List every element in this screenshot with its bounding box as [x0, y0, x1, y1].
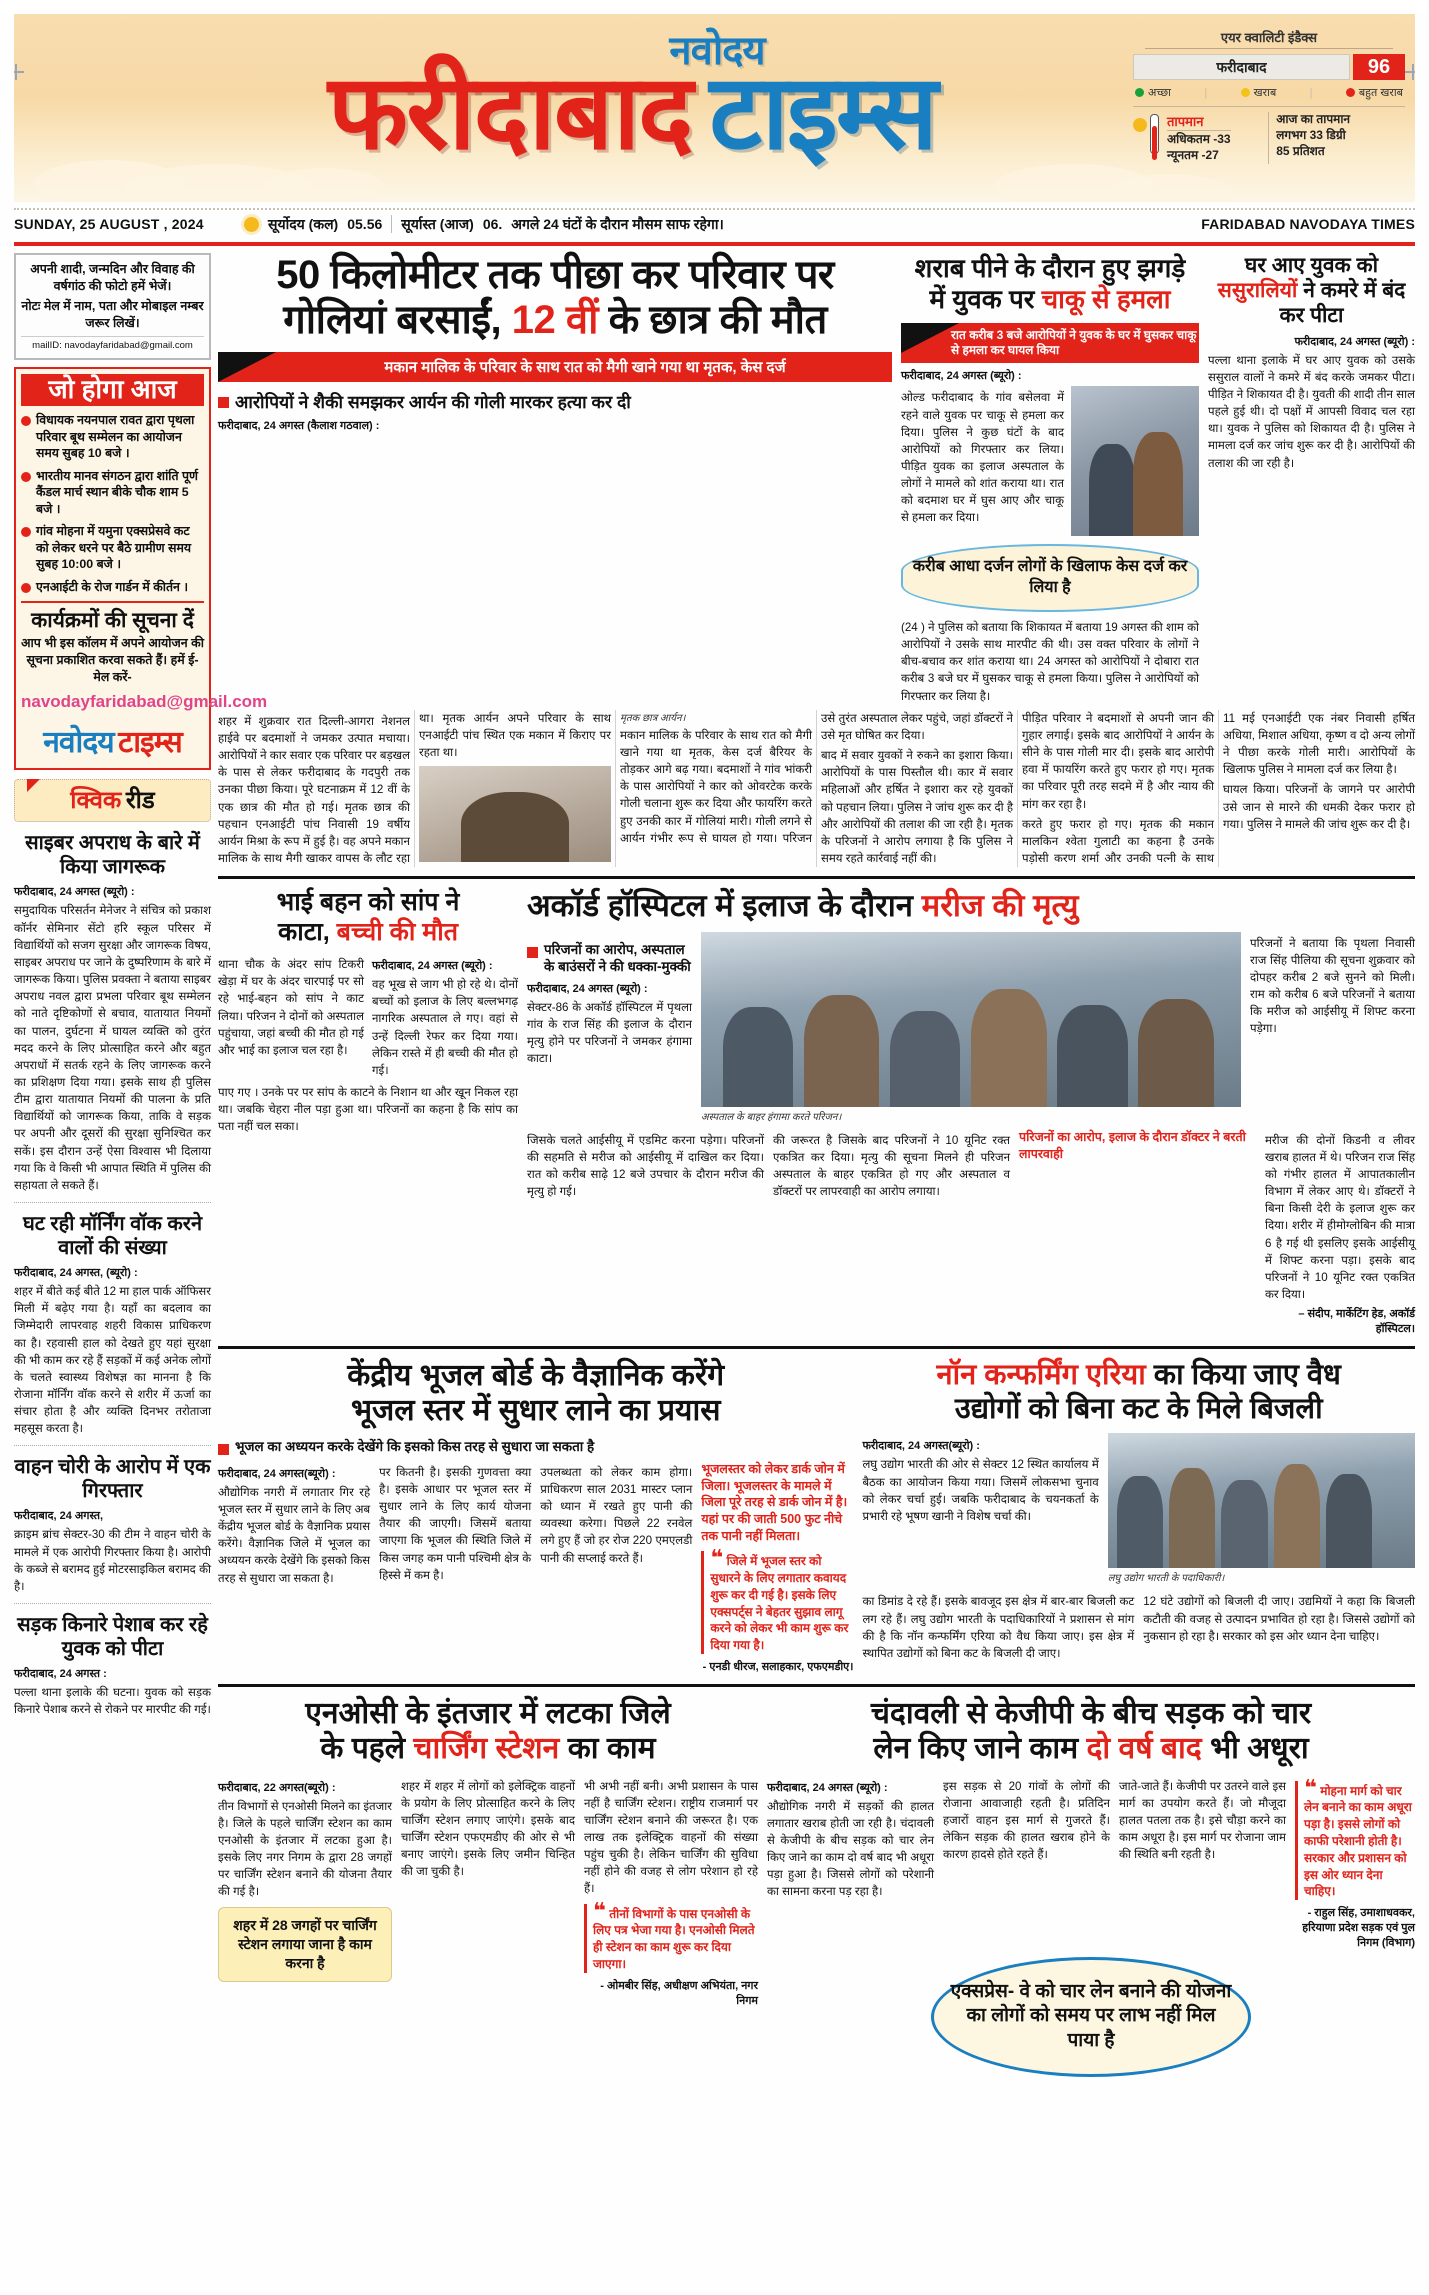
- section-divider: [218, 1684, 1415, 1687]
- nonconforming-photo-caption: लघु उद्योग भारती के पदाधिकारी।: [1107, 1573, 1225, 1585]
- sunset-time: 06.: [482, 216, 503, 232]
- notice-mailid: mailID: navodayfaridabad@gmail.com: [21, 336, 204, 353]
- knife-headline-l2: में युवक पर: [929, 283, 1035, 314]
- knife-body-1: ओल्ड फरीदाबाद के गांव बसेलवा में रहने वाले युवक पर चाकू से हमला कर दिया। पुलिस ने कुछ घंटों के बाद आरोपियों को गिरफ्तार कर लिया। पीड़ित युवक का इलाज अस्पताल के लोगों ने मामले को शांत कराया था। रात को बदमाश घर में घुस आए और चाकू से हमला कर दिया।: [901, 391, 1064, 525]
- nc-headline-red: नॉन कन्फर्मिंग एरिया: [936, 1358, 1146, 1391]
- gw-pullquote: [701, 1545, 853, 1654]
- thermometer-icon: [1133, 112, 1163, 164]
- article-headline[interactable]: घट रही मॉर्निंग वॉक करने वालों की संख्या: [22, 1213, 203, 1260]
- navoday-times-logo: [21, 720, 204, 761]
- today-events-box: [14, 367, 268, 770]
- aqi-legend-bad-label: खराब: [1253, 87, 1277, 99]
- today-events-heading: जो होगा आज: [21, 374, 204, 406]
- nc-col-1: लघु उद्योग भारती की ओर से सेक्टर 12 स्थित कार्यालय में बैठक का आयोजन किया गया। जिसमें लोकसभा चुनाव को लेकर चर्चा हुई। जबकि फरीदाबाद के चयनकर्ता के प्रभारी रहे भूषण खानी ने विशेष चर्चा की।: [862, 1458, 1099, 1523]
- charging-story: [218, 1696, 758, 2077]
- bullet-icon: [21, 472, 31, 482]
- lead-byline: फरीदाबाद, 24 अगस्त (कैलाश गठवाल) :: [218, 420, 380, 433]
- lead-col-4: पीड़ित परिवार ने बदमाशों से अपनी जान की गुहार लगाई। इसके बाद आरोपियों ने आर्यन के सीने के पास गोली मार दी। इसके बाद आरोपी हवा में फायरिंग करते हुए फरार हो गए। मृतक का परिवार पूरी तरह सदमे में है और न्याय की मांग कर रहा है।: [1022, 711, 1214, 811]
- inlaws-headline-red: ससुरालियों: [1217, 279, 1298, 303]
- list-item: [21, 412, 204, 462]
- third-section-row: [218, 1358, 1415, 1675]
- left-sidebar: [14, 253, 268, 2077]
- groundwater-headline[interactable]: [218, 1358, 853, 1429]
- rd-headline-red: दो वर्ष बाद: [1086, 1732, 1202, 1766]
- rd-col-2: इस सड़क से 20 गांवों के लोगों की रोजाना आवाजाही रहती है। प्रतिदिन हजारों वाहन इस मार्ग से गुजरते हैं। लेकिन सड़क की हालत खराब होने के कारण हादसे होते रहते हैं।: [943, 1779, 1110, 1862]
- aqi-legend-verybad: [1346, 85, 1403, 100]
- rd-headline-l3: भी अधूरा: [1210, 1732, 1309, 1766]
- aqi-row: [1133, 54, 1405, 80]
- article-headline[interactable]: साइबर अपराध के बारे में किया जागरूक: [25, 832, 200, 879]
- date-strip: [14, 208, 1415, 238]
- section-divider: [218, 876, 1415, 879]
- ch-quote-text: तीनों विभागों के पास एनओसी के लिए पत्र भेजा गया है। एनओसी मिलते ही स्टेशन का काम शुरू कर दिया जाएगा।: [593, 1906, 755, 1971]
- ch-col-3: भी अभी नहीं बनी। अभी प्रशासन के पास नहीं है चार्जिंग स्टेशन। राष्ट्रीय राजमार्ग पर चार्जिंग स्टेशन बनाने की जरूरत है। एक लाख तक इलेक्ट्रिक वाहनों की संख्या पहुंच चुकी है। लेकिन चार्जिंग की सुविधा नहीं होने की वजह से लोग परेशान हो रहे हैं।: [584, 1779, 758, 1896]
- event-text: विधायक नयनपाल रावत द्वारा पृथला परिवार बूथ सम्मेलन का आयोजन समय सुबह 10 बजे ।: [36, 413, 195, 461]
- knife-banner: रात करीब 3 बजे आरोपियों ने युवक के घर में घुसकर चाकू से हमला कर घायल किया: [901, 323, 1199, 363]
- snake-byline: फरीदाबाद, 24 अगस्त (ब्यूरो) :: [372, 960, 493, 973]
- article-body: पल्ला थाना इलाके की घटना। युवक को सड़क किनारे पेशाब करने से रोकने पर मारपीट की गई।: [14, 1686, 211, 1717]
- hospital-col-3: जिसके चलते आईसीयू में एडमिट करना पड़ेगा। परिजनों की सहमति से मरीज को आईसीयू में दाखिल कर दिया। रात को करीब साढ़े 12 बजे उपचार के दौरान मरीज की मृत्यु हो गई।: [527, 1133, 764, 1199]
- main-content: [218, 253, 1415, 2077]
- knife-headline-red: चाकू से हमला: [1041, 283, 1171, 314]
- weather-panel: [1133, 28, 1405, 164]
- article-byline: फरीदाबाद, 24 अगस्त, (ब्यूरो) :: [14, 1267, 138, 1280]
- snake-story: [218, 888, 518, 1337]
- bullet-icon: [21, 416, 31, 426]
- hospital-byline: फरीदाबाद, 24 अगस्त (ब्यूरो) :: [527, 982, 648, 995]
- inlaws-headline-l2: ने कमरे में बंद कर पीटा: [1279, 279, 1406, 328]
- hospital-crowd-photo: [701, 932, 1241, 1107]
- lead-col-6: घायल किया। परिजनों के जागने पर आरोपी उसे जान से मारने की धमकी देकर फरार हो गया। पुलिस ने मामले की जांच शुरू कर दी है।: [1223, 783, 1415, 831]
- notice-line2: नोटः मेल में नाम, पता और मोबाइल नम्बर जरूर लिखें।: [21, 298, 204, 330]
- lead-col-1: शहर में शुक्रवार रात दिल्ली-आगरा नेशनल हाईवे पर बदमाशों ने जमकर उत्पात मचाया। आरोपियों ने कार सवार एक परिवार पर बड़खल के पास से लेकर फरीदाबाद के गदपुरी तक उनका पीछा किया। पूरे घटनाक्रम में 12 वीं के एक छात्र की मौत हो गई। मृतक छात्र की पहचान एनआईटी पांच निवासी 19 वर्षीय आर्यन मिश्रा के रूप में हुई है। वह अपने मकान मालिक के साथ मैगी खाकर वापस के लौट रहा था। मृतक आर्यन अपने परिवार के साथ एनआईटी पांच स्थित एक मकान में किराए पर रहता था।: [218, 711, 611, 865]
- snake-body-1: थाना चौक के अंदर सांप टिकरी खेड़ा में घर के अंदर चारपाई पर सो रहे भाई-बहन को सांप ने काट लिया। परिजन ने दोनों को अस्पताल पहुंचाया, जहां बच्ची की मौत हो गई और भाई का इलाज चल रहा है।: [218, 958, 364, 1057]
- sunrise-label: सूर्योदय (कल): [268, 215, 339, 232]
- nonconforming-headline[interactable]: [862, 1358, 1415, 1426]
- lead-col-5: करते हुए फरार हो गए। मृतक की मकान मालकिन श्वेता गुलाटी का कहना है उनके पड़ोसी करण शर्मा और उनकी पत्नी के साथ 11 मई एनआईटी एक नंबर निवासी हर्षित अधिया, मिशाल अधिया, कृष्ण व दो अन्य लोगों ने पीछा करके गोली मारी। आरोपियों के खिलाफ पुलिस ने मामला दर्ज कर लिया है।: [1022, 711, 1415, 865]
- groundwater-subhead: [218, 1438, 853, 1455]
- lead-subhead: [218, 391, 892, 413]
- snake-headline-l1: भाई बहन को सांप ने: [276, 888, 460, 917]
- rd-byline: फरीदाबाद, 24 अगस्त (ब्यूरो) :: [767, 1781, 888, 1794]
- brand-navoday: नवोदय: [669, 28, 765, 73]
- nonconforming-group-photo: [1108, 1433, 1415, 1568]
- lead-col-2: मकान मालिक के परिवार के साथ रात को मैगी खाने गया था मृतक, केस दर्ज बैरियर के तोड़कर आगे बढ़ गया। बदमाशों ने गांव भांकरी के पास आरोपियों ने कार को ओवरटेक करके गोली चलाना शुरू कर दिया और फायरिंग करते हुए उनकी कार में गोलियां मारी। गोली लगने से आर्यन गंभीर रूप से घायल हो गया। परिजन उसे तुरंत अस्पताल लेकर पहुंचे, जहां डॉक्टरों ने उसे मृत घोषित कर दिया।: [620, 711, 1013, 845]
- nc-headline-l2: का किया जाए वैध: [1153, 1358, 1341, 1391]
- article-body: समुदायिक परिसर्तन मेनेजर ने संचित्र को प्रकाश कॉर्नर सेमिनार सेंटो हरि स्कूल परिसर में विद्यार्थियों को सजग सुरक्षा और जागरूक विषय, साइबर अपराध पर जाने के दुष्परिणाम के बारे में जागरूक किया। पुलिस प्रवक्ता ने बताया साइबर अपराध नवल द्वारा प्रभला परिवार बूथ सम्मेलन को नाते दृष्टिकोणों से बचाव, यातायात नियमों का पालन, दुर्घटना में घायल व्यक्ति को तुरंत मदद करने के लिए प्रोत्साहित करने और बहुत अपराधों में सतर्क रहने के लिए जागरूक करने का प्रशिक्षण दिया गया। इसके साथ ही पुलिस टीम द्वारा यातायात नियमों की पालना के प्रति विद्यार्थियों को जागरूक किया, ताकि वे सड़क पर अपनी और दूसरों की सुरक्षा सुनिश्चित कर सकें। इस दौरान उन्हें ऐसा विश्वास भी दिलाया गया कि वे किसी भी आपात स्थिति में पुलिस की सहायता ले सकते हैं।: [14, 904, 211, 1192]
- logo-times: टाइम्स: [118, 726, 182, 760]
- road-headline[interactable]: [767, 1696, 1415, 1767]
- knife-headline[interactable]: [901, 253, 1199, 314]
- ch-headline-l3: का काम: [567, 1732, 656, 1766]
- temperature-max: अधिकतम -33: [1167, 132, 1231, 146]
- road-pullquote: [1295, 1774, 1415, 1901]
- quick-read-header: [14, 779, 211, 822]
- masthead: [14, 14, 1415, 202]
- snake-body-2: वह भूख से जाग भी हो रहे थे। दोनों बच्चों को इलाज के लिए बल्लभगढ़ नागरिक अस्पताल ले गए। वहां से उन्हें दिल्ली रेफर कर दिया गया। लेकिन रास्ते में ही बच्ची की मौत हो गई।: [372, 978, 518, 1077]
- ch-headline-red: चार्जिंग स्टेशन: [413, 1732, 560, 1766]
- article-byline: फरीदाबाद, 24 अगस्त (ब्यूरो) :: [14, 886, 135, 899]
- brand-wordmark: [282, 28, 982, 171]
- lead-headline-l2: गोलियां बरसाईं,: [283, 298, 502, 343]
- lead-body-columns: [218, 710, 1415, 867]
- quick-read-article: [14, 1212, 211, 1437]
- event-text: भारतीय मानव संगठन द्वारा शांति पूर्ण कैंडल मार्च स्थान बीके चौक शाम 5 बजे ।: [36, 468, 198, 516]
- lead-headline-red: 12 वीं: [511, 298, 598, 343]
- hospital-headline[interactable]: [527, 888, 1415, 925]
- quote-icon: ❝: [593, 1897, 606, 1923]
- aqi-value: 96: [1353, 54, 1405, 80]
- lead-body-area: [218, 710, 1415, 867]
- knife-illustration: [1071, 386, 1199, 536]
- publication-date: SUNDAY, 25 AUGUST , 2024: [14, 216, 204, 232]
- logo-navoday: नवोदय: [43, 726, 114, 760]
- brand-faridabad: फरीदाबाद: [328, 56, 692, 171]
- temperature-heading: तापमान: [1167, 112, 1231, 131]
- quick-read-label-red: क्विक: [70, 787, 122, 815]
- hospital-col-4: की जरूरत है जिसके बाद परिजनों ने 10 यूनिट रक्त एकत्रित कर दिया। मृत्यु की सूचना मिलने ही परिजन अस्पताल के बाहर एकत्रित हो गए और अस्पताल व डॉक्टरों पर लापरवाही का आरोप लगाया।: [773, 1133, 1010, 1199]
- rd-col-1: औद्योगिक नगरी में सड़कों की हालत लगातार खराब होती जा रही है। चंदावली से केजीपी के बीच सड़क को चार लेन किए जाने का काम दो वर्ष बाद भी अधूरा पड़ा हुआ है। जिससे लोगों को परेशानी का सामना करना पड़ रहा है।: [767, 1799, 934, 1899]
- today-temp-value: लगभग 33 डिग्री: [1276, 127, 1346, 142]
- gw-attribution: - एनडी धीरज, सलाहकार, एफएमडीए।: [702, 1660, 854, 1673]
- section-divider: [218, 1346, 1415, 1349]
- victim-photo-caption: मृतक छात्र आर्यन।: [620, 712, 686, 724]
- ch-headline-l1: एनओसी के इंतजार में लटका जिले: [305, 1696, 671, 1730]
- aqi-title: एयर क्वालिटी इंडैक्स: [1145, 28, 1393, 49]
- second-section-row: [218, 888, 1415, 1337]
- charging-pullquote: [584, 1897, 758, 1973]
- lead-headline-l1: 50 किलोमीटर तक पीछा कर परिवार पर: [276, 253, 834, 297]
- article-body: क्राइम ब्रांच सेक्टर-30 की टीम ने वाहन चोरी के मामले में एक आरोपी गिरफ्तार किया है। आरोपी के कब्जे से बरामद हुई मोटरसाइकिल बरामद की है।: [14, 1528, 211, 1593]
- knife-headline-l1: शराब पीने के दौरान हुए झगड़े: [914, 253, 1186, 283]
- hospital-attribution: – संदीप, मार्केटिंग हेड, अकॉर्ड हॉस्पिटल।: [1298, 1308, 1415, 1336]
- quick-read-article: [14, 1455, 211, 1595]
- quote-icon: ❝: [1304, 1774, 1317, 1800]
- hospital-photo-caption: अस्पताल के बाहर हंगामा करते परिजन।: [701, 1111, 842, 1123]
- gw-quote-text: जिले में भूजल स्तर को सुधारने के लिए लगातार कवायद शुरू कर दी गई है। इसके लिए एक्सपर्ट्स ने बेहतर सुझाव लागू करने को लेकर भी काम शुरू कर दिया गया है।: [710, 1554, 849, 1653]
- ch-headline-l2: के पहले: [320, 1732, 406, 1766]
- snake-headline-red: बच्ची की मौत: [336, 917, 458, 946]
- knife-pullquote-bubble: करीब आधा दर्जन लोगों के खिलाफ केस दर्ज कर लिया है: [901, 544, 1199, 612]
- list-item: [21, 579, 204, 596]
- submit-events-heading: कार्यक्रमों की सूचना दें: [31, 609, 194, 633]
- gw-col-4-head: भूजलस्तर को लेकर डार्क जोन में जिला। भूजलस्तर के मामले में जिला पूरे तरह से डार्क जोन में है। यहां पर की जाती 500 फुट नीचे तक पानी नहीं मिलता।: [701, 1461, 848, 1544]
- nc-col-2: का डिमांड दे रहे हैं। इसके बावजूद इस क्षेत्र में बार-बार बिजली कट लग रहे हैं। लघु उद्योग भारती के पदाधिकारियों ने प्रशासन से मांग की है कि नॉन कन्फर्मिंग एरिया को वैध किया जाए। इस क्षेत्र में स्थापित उद्योगों को बिना कट के बिजली दी जाए।: [862, 1595, 1135, 1660]
- gw-col-2: पर कितनी है। इसकी गुणवत्ता क्या है। इसके आधार पर भूजल स्तर में सुधार लाने के लिए कार्य योजना तैयार की जाएगी। जिसमें बताया जाएगा कि भूजल की स्थिति जिले में किस जगह कम पानी पश्चिमी क्षेत्र के हिस्से में कम है।: [379, 1465, 532, 1582]
- ch-byline: फरीदाबाद, 22 अगस्त(ब्यूरो) :: [218, 1781, 336, 1794]
- inlaws-body: पल्ला थाना इलाके में घर आए युवक को उसके ससुराल वालों ने कमरे में बंद करके जमकर पीटा। पीड़ित ने शिकायत दी है। युवती की शादी तीन साल पहले हुई थी। दो पक्षों में आपसी विवाद चल रहा था। युवक ने पुलिस को शिकायत दी है। पुलिस ने मामला दर्ज कर जांच शुरू कर दी है। आरोपियों की तलाश की जा रही है।: [1208, 353, 1415, 470]
- bullet-icon: [21, 527, 31, 537]
- nc-byline: फरीदाबाद, 24 अगस्त(ब्यूरो) :: [862, 1440, 980, 1453]
- lead-headline[interactable]: [218, 253, 892, 343]
- article-byline: फरीदाबाद, 24 अगस्त,: [14, 1510, 104, 1523]
- inlaws-headline[interactable]: [1208, 253, 1415, 329]
- aqi-legend-good: [1135, 85, 1171, 100]
- snake-headline[interactable]: [218, 888, 518, 947]
- crop-mark-right: [1405, 64, 1415, 80]
- rd-headline-l2: लेन किए जाने काम: [873, 1732, 1079, 1766]
- notice-line1: अपनी शादी, जन्मदिन और विवाह की वर्षगांठ की फोटो हमें भेजें।: [30, 262, 195, 293]
- article-body: शहर में बीते कई बीते 12 मा हाल पार्क ऑफिसर मिली में बढ़ेए गया है। यहाँ का बदलाव का जिम्मेदारी लापरवाह शहरी विकास प्राधिकरण का है। रहवासी हाल को देखते हुए यहां सुरक्षा की भी काम कर रहे हैं सड़कों में कई अनेक लोगों के चलते स्वास्थ्य विशेषज्ञ का मानना है कि रोजाना मॉर्निंग वॉक करने से शरीर में ऊर्जा का संचार होता है और व्यक्ति दिनभर तरोताजा महसूस करता है।: [14, 1285, 211, 1436]
- hospital-col-1: सेक्टर-86 के अकॉर्ड हॉस्पिटल में पृथला गांव के राज सिंह की इलाज के दौरान मृत्यु होने पर परिजनों ने जमकर हंगामा काटा।: [527, 1000, 692, 1066]
- sun-icon: [244, 217, 259, 232]
- nonconforming-story: [862, 1358, 1415, 1675]
- snake-body-3: पाए गए । उनके पर पर सांप के काटने के निशान था और खून निकल रहा था। जबकि चेहरा नील पड़ा हुआ था। परिजनों का कहना है कि सांप का पता नहीं चल सका।: [218, 1086, 518, 1134]
- square-bullet-icon: [527, 947, 538, 958]
- top-headline-row: [218, 253, 1415, 705]
- forecast-text: अगले 24 घंटों के दौरान मौसम साफ रहेगा।: [511, 215, 724, 232]
- gw-col-1: औद्योगिक नगरी में लगातार गिर रहे भूजल स्तर में सुधार लाने के लिए अब केंद्रीय भूजल बोर्ड के वैज्ञानिक प्रयास करेंगे। वैज्ञानिक जिले में भूजल का अध्ययन करके देखेंगे कि इसको किस तरह से सुधारा जा सकता है।: [218, 1485, 371, 1585]
- today-events-list: [21, 412, 204, 595]
- quick-read-label-black: रीड: [125, 787, 155, 815]
- inlaws-headline-l1: घर आए युवक को: [1244, 254, 1379, 277]
- hospital-col-2: परिजनों ने बताया कि पृथला निवासी राज सिंह पीलिया की सूचना शुक्रवार को दोपहर करीब 2 बजे सुनने को मिली। राम को करीब 6 बजे परिजनों ने बताया कि मरीज को आईसीयू में शिफ्ट करना पड़ेगा।: [1250, 936, 1415, 1036]
- hospital-story: [527, 888, 1415, 1337]
- aqi-city: फरीदाबाद: [1133, 54, 1350, 80]
- knife-byline: फरीदाबाद, 24 अगस्त (ब्यूरो) :: [901, 370, 1022, 383]
- bullet-icon: [21, 583, 31, 593]
- sunset-label: सूर्यास्त (आज): [401, 215, 474, 232]
- brand-times: टाइम्स: [709, 56, 936, 171]
- knife-story: [901, 253, 1199, 705]
- ch-col-2: शहर में शहर में लोगों को इलेक्ट्रिक वाहनों के प्रयोग के लिए प्रोत्साहित करने के लिए चार्जिंग स्टेशन लगाए जाएंगे। इसके बाद चार्जिंग स्टेशन एफएमडीए की ओर से भी बनाए जाएंगे। इसके लिए जमीन चिन्हित की जा चुकी है।: [401, 1779, 575, 1879]
- gw-headline-l2: भूजल स्तर: [350, 1394, 465, 1428]
- humidity-value: 85 प्रतिशत: [1276, 143, 1325, 158]
- nc-col-3: 12 घंटे उद्योगों को बिजली दी जाए। उद्यमियों ने कहा कि बिजली कटौती की वजह से उत्पादन प्रभावित हो रहा है। जिससे उद्योगों को नुकसान हो रहा है। सरकार को इस ओर ध्यान देना चाहिए।: [1143, 1595, 1415, 1643]
- edition-name: FARIDABAD NAVODAYA TIMES: [1201, 216, 1415, 232]
- newspaper-page: [0, 14, 1429, 2295]
- aqi-legend-verybad-label: बहुत खराब: [1358, 87, 1403, 99]
- gw-subhead-text: भूजल का अध्ययन करके देखेंगे कि इसको किस तरह से सुधारा जा सकता है: [235, 1438, 595, 1454]
- inlaws-story: [1208, 253, 1415, 705]
- ch-attribution: - ओमबीर सिंह, अधीक्षण अभियंता, नगर निगम: [600, 1979, 758, 2007]
- article-byline: फरीदाबाद, 24 अगस्त :: [14, 1668, 107, 1681]
- sunrise-time: 05.56: [347, 216, 383, 232]
- gw-col-3: उपलब्धता को लेकर काम होगा। प्राधिकरण साल 2031 मास्टर प्लान को ध्यान में रखते हुए पानी की व्यवस्था करेगा। पिछले 22 रनवेल लगे हुए हैं जो हर रोज 220 एमएलडी पानी की सप्लाई करते हैं।: [540, 1465, 693, 1565]
- temperature-block: [1133, 106, 1405, 164]
- road-story: [767, 1696, 1415, 2077]
- event-text: एनआईटी के रोज गार्डन में कीर्तन ।: [36, 579, 189, 594]
- square-bullet-icon: [218, 397, 229, 408]
- lead-subhead-text: आरोपियों ने शैकी समझकर आर्यन की गोली मारकर हत्या कर दी: [235, 392, 631, 413]
- lead-banner: मकान मालिक के परिवार के साथ रात को मैगी खाने गया था मृतक, केस दर्ज: [218, 352, 892, 382]
- aqi-legend: अच्छा | खराब | बहुत खराब: [1133, 85, 1405, 100]
- road-highlight-bubble: एक्सप्रेस- वे को चार लेन बनाने की योजना का लोगों को समय पर लाभ नहीं मिल पाया है: [931, 1957, 1251, 2077]
- lead-col-3: बाद में सवार युवकों ने रुकने का इशारा किया। आरोपियों के पास पिस्तौल थी। कार में सवार महिलाओं और हर्षित ने इशारा कर रहे युवकों को पहचान लिया। पुलिस ने जांच शुरू कर दी है और आरोपियों की तलाश की जा रही है। मृतक के परिजनों ने आरोप लगाया है कि पुलिस ने समय रहते कार्रवाई नहीं की।: [821, 749, 1013, 865]
- hospital-subhead: [527, 941, 692, 975]
- groundwater-story: [218, 1358, 853, 1675]
- divider: [21, 601, 204, 603]
- nc-headline-l3: उद्योगों को बिना कट के मिले बिजली: [954, 1393, 1323, 1426]
- quick-read-article: [14, 831, 211, 1194]
- rd-col-3: जाते-जाते हैं। केजीपी पर उतरने वाले इस मार्ग का उपयोग करते हैं। जो मौजूदा हालत पतला तक है। इसे चौड़ा करने का काम अधूरा है। इस मार्ग पर रोजाना जाम की स्थिति बनी रहती है।: [1119, 1779, 1286, 1862]
- charging-highlight-box: शहर में 28 जगहों पर चार्जिंग स्टेशन लगाया जाना है काम करना है: [218, 1907, 392, 1981]
- victim-photo: [419, 766, 611, 862]
- quick-read-article: [14, 1613, 211, 1718]
- hospital-caption-2: परिजनों का आरोप, इलाज के दौरान डॉक्टर ने बरती लापरवाही: [1019, 1129, 1246, 1161]
- photo-submission-notice: [14, 253, 211, 360]
- hospital-subhead-text: परिजनों का आरोप, अस्पताल के बाउंसरों ने की धक्का-मुक्की: [544, 941, 691, 974]
- article-headline[interactable]: सड़क किनारे पेशाब कर रहे युवक को पीटा: [17, 1614, 208, 1661]
- today-temp-label: आज का तापमान: [1276, 112, 1351, 126]
- list-item: [21, 468, 204, 518]
- rd-quote-text: मोहना मार्ग को चार लेन बनाने का काम अधूरा पड़ा है। इससे लोगों को काफी परेशानी होती है। सरकार और प्रशासन को इस ओर ध्यान देना चाहिए।: [1304, 1783, 1412, 1899]
- rd-headline-l1: चंदावली से केजीपी के बीच सड़क को चार: [870, 1696, 1312, 1730]
- fourth-section-row: [218, 1696, 1415, 2077]
- hospital-col-5: मरीज की दोनों किडनी व लीवर खराब हालत में थे। परिजन राज सिंह को गंभीर हालत में आपातकालीन विभाग में लेकर आए थे। डॉक्टरों ने बिना किसी देरी के इलाज शुरू कर दिया। शरीर में हीमोग्लोबिन की मात्रा 6 है गई थी इसलिए इसके आईसीयू में शिफ्ट करना पड़ा। इसके बाद परिजनों ने 10 यूनिट रक्त एकत्रित कर दिया।: [1265, 1133, 1415, 1302]
- aqi-legend-good-label: अच्छा: [1148, 87, 1172, 99]
- gw-headline-l1: केंद्रीय भूजल बोर्ड के वैज्ञानिक करेंगे: [347, 1358, 725, 1392]
- lead-headline-l3: के छात्र की मौत: [608, 298, 827, 343]
- hospital-headline-red: मरीज की मृत्यु: [921, 888, 1079, 924]
- lead-story: [218, 253, 892, 705]
- inlaws-byline: फरीदाबाद, 24 अगस्त (ब्यूरो) :: [1294, 335, 1415, 348]
- knife-body-2: (24 ) ने पुलिस को बताया कि शिकायत में बताया 19 अगस्त की शाम को आरोपियों ने उसके साथ मारपीट की थी। उस वक्त परिवार के लोगों ने बीच-बचाव कर शांत कराया था। 24 अगस्त को आरोपियों ने दोबारा रात करीब 3 बजे घर में घुसकर चाकू से हमला किया। पुलिस ने आरोपियों को गिरफ्तार कर लिया है।: [901, 620, 1199, 703]
- rd-attribution: - राहुल सिंह, उमाशाधवकर, हरियाणा प्रदेश सड़क एवं पुल निगम (विभाग): [1302, 1907, 1415, 1949]
- event-text: गांव मोहना में यमुना एक्सप्रेसवे कट को लेकर धरने पर बैठे ग्रामीण समय सुबह 10:00 बजे ।: [36, 524, 192, 572]
- quote-icon: ❝: [710, 1545, 724, 1571]
- ch-col-1: तीन विभागों से एनओसी मिलने का इंतजार है। जिले के पहले चार्जिंग स्टेशन का काम एनओसी के इंतजार में लटका हुआ है। इसके लिए नगर निगम के द्वारा 28 जगहों पर चार्जिंग स्टेशन बनाने की योजना तैयार की गई है।: [218, 1799, 392, 1899]
- square-bullet-icon: [218, 1444, 229, 1455]
- temperature-min: न्यूनतम -27: [1167, 148, 1219, 163]
- aqi-legend-bad: [1241, 85, 1277, 100]
- list-item: [21, 523, 204, 573]
- submit-events-sub: आप भी इस कॉलम में अपने आयोजन की सूचना प्रकाशित करवा सकते हैं। हमें ई-मेल करें-: [21, 636, 204, 685]
- red-rule: [14, 242, 1415, 246]
- charging-headline[interactable]: [218, 1696, 758, 1767]
- article-headline[interactable]: वाहन चोरी के आरोप में एक गिरफ्तार: [14, 1456, 211, 1503]
- submit-events-email[interactable]: navodayfaridabad@gmail.com: [21, 692, 268, 712]
- hospital-headline-l1: अकॉर्ड हॉस्पिटल में इलाज के दौरान: [527, 888, 914, 924]
- gw-byline: फरीदाबाद, 24 अगस्त(ब्यूरो) :: [218, 1467, 336, 1480]
- snake-headline-l2: काटा,: [278, 917, 330, 946]
- crop-mark-left: [14, 64, 24, 80]
- gw-headline-l3: में सुधार लाने का प्रयास: [472, 1394, 721, 1428]
